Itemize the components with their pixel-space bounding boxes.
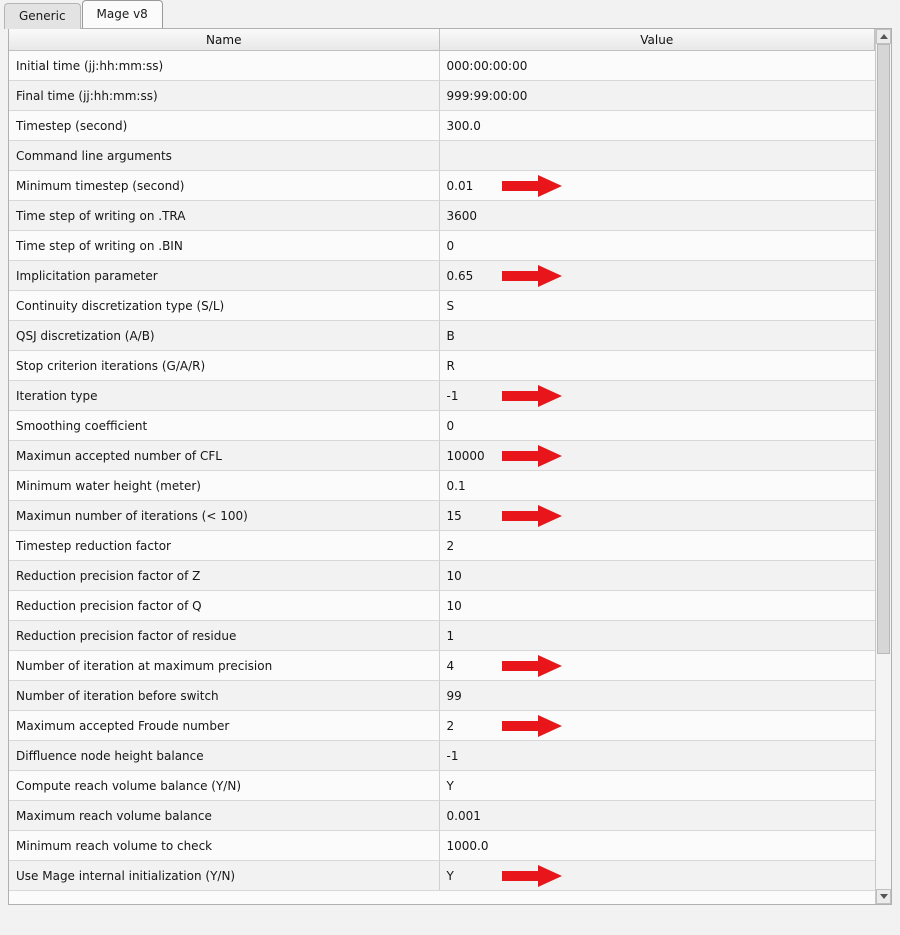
- parameter-value-text: B: [446, 328, 455, 343]
- parameter-value-text: 4: [446, 658, 455, 673]
- parameter-name-cell: Maximum accepted Froude number: [9, 711, 439, 741]
- parameter-value-cell[interactable]: [439, 411, 875, 441]
- parameter-value-cell[interactable]: [439, 561, 875, 591]
- parameter-value-text: Y: [446, 868, 454, 883]
- parameter-value-cell[interactable]: [439, 441, 875, 471]
- parameter-value-cell[interactable]: [439, 471, 875, 501]
- parameter-value-text: 3600: [446, 208, 478, 223]
- scroll-down-button[interactable]: [876, 889, 891, 904]
- parameter-value-text: 0: [446, 418, 455, 433]
- parameter-name-cell: Final time (jj:hh:mm:ss): [9, 81, 439, 111]
- parameter-value-cell[interactable]: [439, 741, 875, 771]
- parameter-value-text: 10: [446, 568, 462, 583]
- parameter-name-cell: Minimum reach volume to check: [9, 831, 439, 861]
- parameter-value-cell[interactable]: [439, 111, 875, 141]
- parameter-value-text: 999:99:00:00: [446, 88, 528, 103]
- parameter-value-cell[interactable]: [439, 261, 875, 291]
- table-row[interactable]: [9, 561, 875, 591]
- parameter-value-cell[interactable]: [439, 291, 875, 321]
- table-row[interactable]: [9, 291, 875, 321]
- vertical-scrollbar[interactable]: [875, 29, 891, 904]
- table-row[interactable]: [9, 741, 875, 771]
- parameter-name-cell: Time step of writing on .TRA: [9, 201, 439, 231]
- parameter-name-cell: Iteration type: [9, 381, 439, 411]
- parameter-value-text: 15: [446, 508, 462, 523]
- parameter-value-cell[interactable]: [439, 141, 875, 171]
- parameter-name-cell: Number of iteration at maximum precision: [9, 651, 439, 681]
- annotation-arrow-icon: [500, 865, 562, 887]
- table-header-row: [9, 29, 875, 51]
- parameter-name-cell: Timestep (second): [9, 111, 439, 141]
- annotation-arrow-icon: [500, 385, 562, 407]
- parameter-name-cell: Implicitation parameter: [9, 261, 439, 291]
- parameter-value-cell[interactable]: [439, 201, 875, 231]
- annotation-arrow-icon: [500, 445, 562, 467]
- parameter-value-cell[interactable]: [439, 801, 875, 831]
- parameters-table-wrapper: [9, 29, 891, 904]
- parameter-name-cell: Maximun accepted number of CFL: [9, 441, 439, 471]
- parameter-name-cell: Compute reach volume balance (Y/N): [9, 771, 439, 801]
- table-row[interactable]: [9, 621, 875, 651]
- table-row[interactable]: [9, 81, 875, 111]
- parameter-value-text: 2: [446, 538, 455, 553]
- column-header-value[interactable]: Value: [439, 29, 875, 51]
- parameter-name-cell: Maximun number of iterations (< 100): [9, 501, 439, 531]
- parameter-name-cell: Reduction precision factor of Q: [9, 591, 439, 621]
- parameter-value-text: 1: [446, 628, 455, 643]
- parameter-name-cell: Diffluence node height balance: [9, 741, 439, 771]
- table-row[interactable]: [9, 231, 875, 261]
- parameter-value-cell[interactable]: [439, 711, 875, 741]
- parameter-value-cell[interactable]: [439, 351, 875, 381]
- annotation-arrow-icon: [500, 505, 562, 527]
- table-row[interactable]: [9, 201, 875, 231]
- parameter-value-text: -1: [446, 388, 459, 403]
- parameter-name-cell: Minimum water height (meter): [9, 471, 439, 501]
- parameter-name-cell: Reduction precision factor of Z: [9, 561, 439, 591]
- table-row[interactable]: [9, 171, 875, 201]
- parameter-value-cell[interactable]: [439, 231, 875, 261]
- parameter-value-text: 99: [446, 688, 462, 703]
- column-header-name[interactable]: Name: [9, 29, 439, 51]
- table-row[interactable]: [9, 261, 875, 291]
- parameter-value-cell[interactable]: [439, 381, 875, 411]
- parameter-value-cell[interactable]: [439, 681, 875, 711]
- parameter-name-cell: Continuity discretization type (S/L): [9, 291, 439, 321]
- parameter-value-cell[interactable]: [439, 831, 875, 861]
- parameter-value-text: 2: [446, 718, 455, 733]
- parameter-value-text: R: [446, 358, 455, 373]
- parameter-value-text: 0.1: [446, 478, 466, 493]
- parameter-value-cell[interactable]: [439, 171, 875, 201]
- annotation-arrow-icon: [500, 265, 562, 287]
- parameter-value-text: 1000.0: [446, 838, 489, 853]
- annotation-arrow-icon: [500, 175, 562, 197]
- parameter-value-text: -1: [446, 748, 459, 763]
- table-row[interactable]: [9, 351, 875, 381]
- tab-generic[interactable]: Generic: [4, 3, 81, 29]
- annotation-arrow-icon: [500, 715, 562, 737]
- parameter-name-cell: Stop criterion iterations (G/A/R): [9, 351, 439, 381]
- annotation-arrow-icon: [500, 655, 562, 677]
- parameter-value-text: 10: [446, 598, 462, 613]
- parameter-name-cell: QSJ discretization (A/B): [9, 321, 439, 351]
- parameter-value-text: 0.65: [446, 268, 474, 283]
- table-row[interactable]: [9, 771, 875, 801]
- table-row[interactable]: [9, 471, 875, 501]
- parameter-value-cell[interactable]: [439, 861, 875, 891]
- parameter-name-cell: Maximum reach volume balance: [9, 801, 439, 831]
- table-row[interactable]: [9, 141, 875, 171]
- window-footer: [0, 913, 900, 935]
- table-row[interactable]: [9, 651, 875, 681]
- table-row[interactable]: [9, 321, 875, 351]
- parameter-name-cell: Number of iteration before switch: [9, 681, 439, 711]
- scrollbar-thumb[interactable]: [877, 44, 890, 654]
- table-row[interactable]: [9, 591, 875, 621]
- parameter-value-cell[interactable]: [439, 771, 875, 801]
- table-row[interactable]: [9, 51, 875, 81]
- parameter-name-cell: Minimum timestep (second): [9, 171, 439, 201]
- parameter-name-cell: Timestep reduction factor: [9, 531, 439, 561]
- table-row[interactable]: [9, 111, 875, 141]
- table-row[interactable]: [9, 411, 875, 441]
- parameters-table: [9, 29, 875, 891]
- table-row[interactable]: [9, 381, 875, 411]
- parameter-value-cell[interactable]: [439, 531, 875, 561]
- tab-bar: [0, 0, 900, 28]
- parameter-value-cell[interactable]: [439, 321, 875, 351]
- parameter-name-cell: Time step of writing on .BIN: [9, 231, 439, 261]
- parameter-value-cell[interactable]: [439, 591, 875, 621]
- parameter-name-cell: Command line arguments: [9, 141, 439, 171]
- parameters-panel: [8, 28, 892, 905]
- parameter-value-text: 300.0: [446, 118, 481, 133]
- parameter-value-text: 000:00:00:00: [446, 58, 528, 73]
- table-row[interactable]: [9, 441, 875, 471]
- scrollbar-track[interactable]: [876, 44, 891, 889]
- triangle-down-icon: [880, 894, 888, 899]
- parameter-value-text: 0: [446, 238, 455, 253]
- parameter-value-cell[interactable]: [439, 51, 875, 81]
- parameter-value-text: S: [446, 298, 455, 313]
- parameter-value-cell[interactable]: [439, 651, 875, 681]
- parameter-name-cell: Use Mage internal initialization (Y/N): [9, 861, 439, 891]
- table-row[interactable]: [9, 531, 875, 561]
- scroll-up-button[interactable]: [876, 29, 891, 44]
- triangle-up-icon: [880, 34, 888, 39]
- parameter-value-text: 0.001: [446, 808, 481, 823]
- table-row[interactable]: [9, 801, 875, 831]
- parameter-value-cell[interactable]: [439, 621, 875, 651]
- table-row[interactable]: [9, 711, 875, 741]
- parameter-value-text: Y: [446, 778, 454, 793]
- table-row[interactable]: [9, 681, 875, 711]
- parameter-value-text: 0.01: [446, 178, 474, 193]
- table-row[interactable]: [9, 831, 875, 861]
- parameter-value-text: 10000: [446, 448, 485, 463]
- parameter-name-cell: Initial time (jj:hh:mm:ss): [9, 51, 439, 81]
- table-row[interactable]: [9, 501, 875, 531]
- parameter-name-cell: Reduction precision factor of residue: [9, 621, 439, 651]
- parameter-value-cell[interactable]: [439, 81, 875, 111]
- parameter-name-cell: Smoothing coefficient: [9, 411, 439, 441]
- parameters-table-area: [9, 29, 875, 904]
- parameter-value-cell[interactable]: [439, 501, 875, 531]
- tab-mage-v8[interactable]: Mage v8: [82, 0, 163, 28]
- table-row[interactable]: [9, 861, 875, 891]
